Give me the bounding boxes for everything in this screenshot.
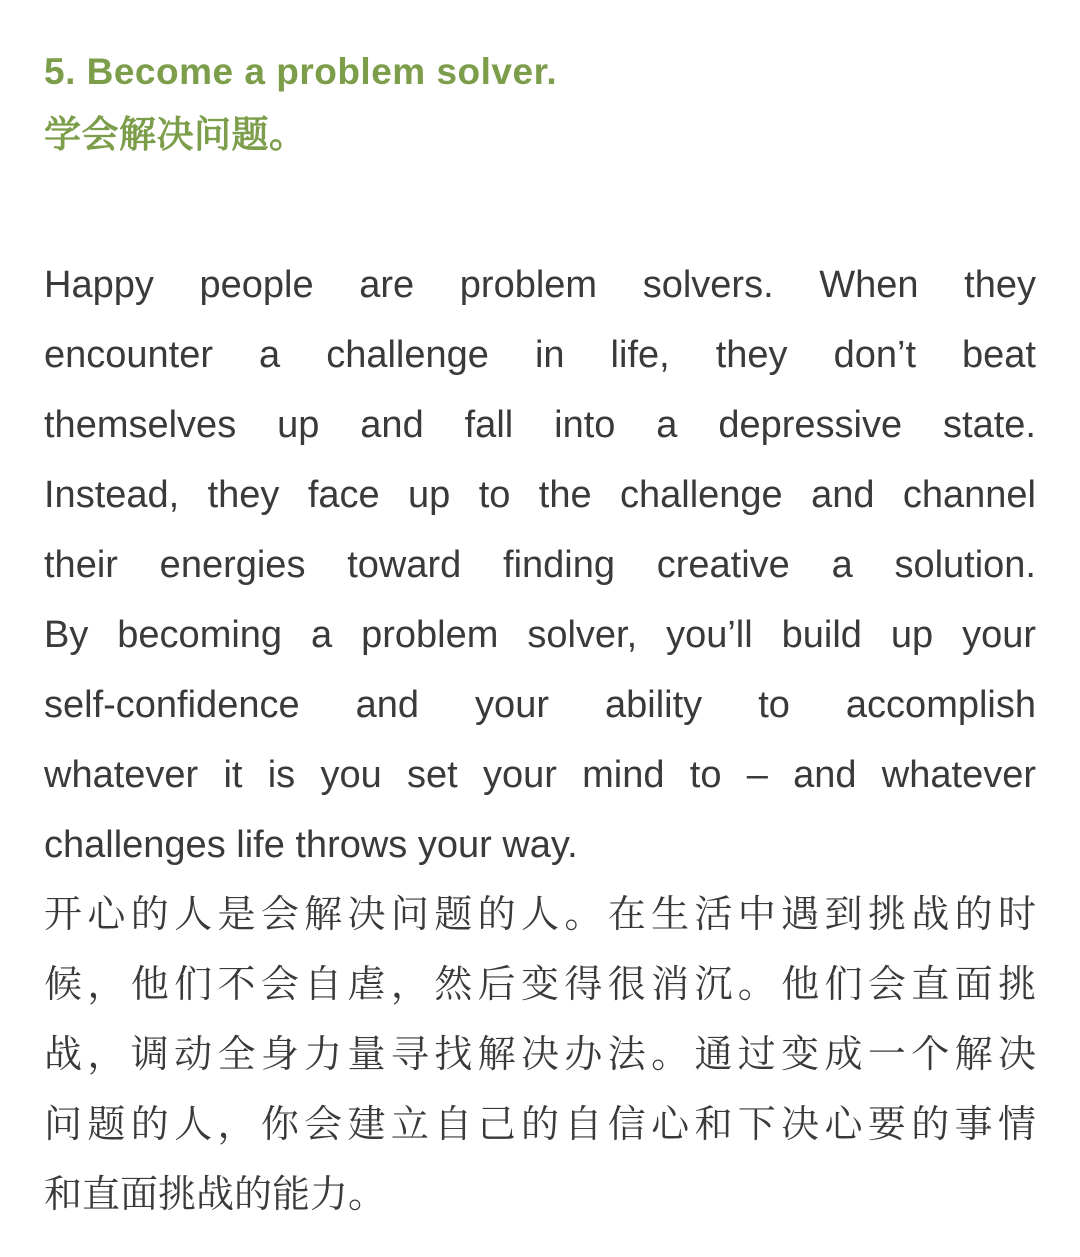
text-line: themselves up and fall into a depressive state. <box>44 404 1036 446</box>
paragraph-chinese <box>44 880 1036 1230</box>
text-line: 开心的人是会解决问题的人。在生活中遇到挑战的时 <box>44 894 1036 936</box>
text-line: challenges life throws your way. <box>44 824 578 866</box>
text-line: Happy people are problem solvers. When they <box>44 264 1036 306</box>
text-line: Instead, they face up to the challenge and channel <box>44 474 1036 516</box>
section-heading-english: 5. Become a problem solver. <box>44 51 558 92</box>
section-heading-chinese: 学会解决问题。 <box>44 114 307 155</box>
text-line: self-confidence and your ability to accomplish <box>44 684 1036 726</box>
text-line: By becoming a problem solver, you’ll build up your <box>44 614 1036 656</box>
paragraph-english <box>44 250 1036 880</box>
text-line: 候，他们不会自虐，然后变得很消沉。他们会直面挑 <box>44 964 1036 1006</box>
text-line: whatever it is you set your mind to – and whatever <box>44 754 1036 796</box>
text-line: 和直面挑战的能力。 <box>44 1174 387 1216</box>
text-line: 战，调动全身力量寻找解决办法。通过变成一个解决 <box>44 1034 1036 1076</box>
text-line: 问题的人，你会建立自己的自信心和下决心要的事情 <box>44 1104 1036 1146</box>
text-line: encounter a challenge in life, they don’t beat <box>44 334 1036 376</box>
text-line: their energies toward finding creative a solution. <box>44 544 1036 586</box>
